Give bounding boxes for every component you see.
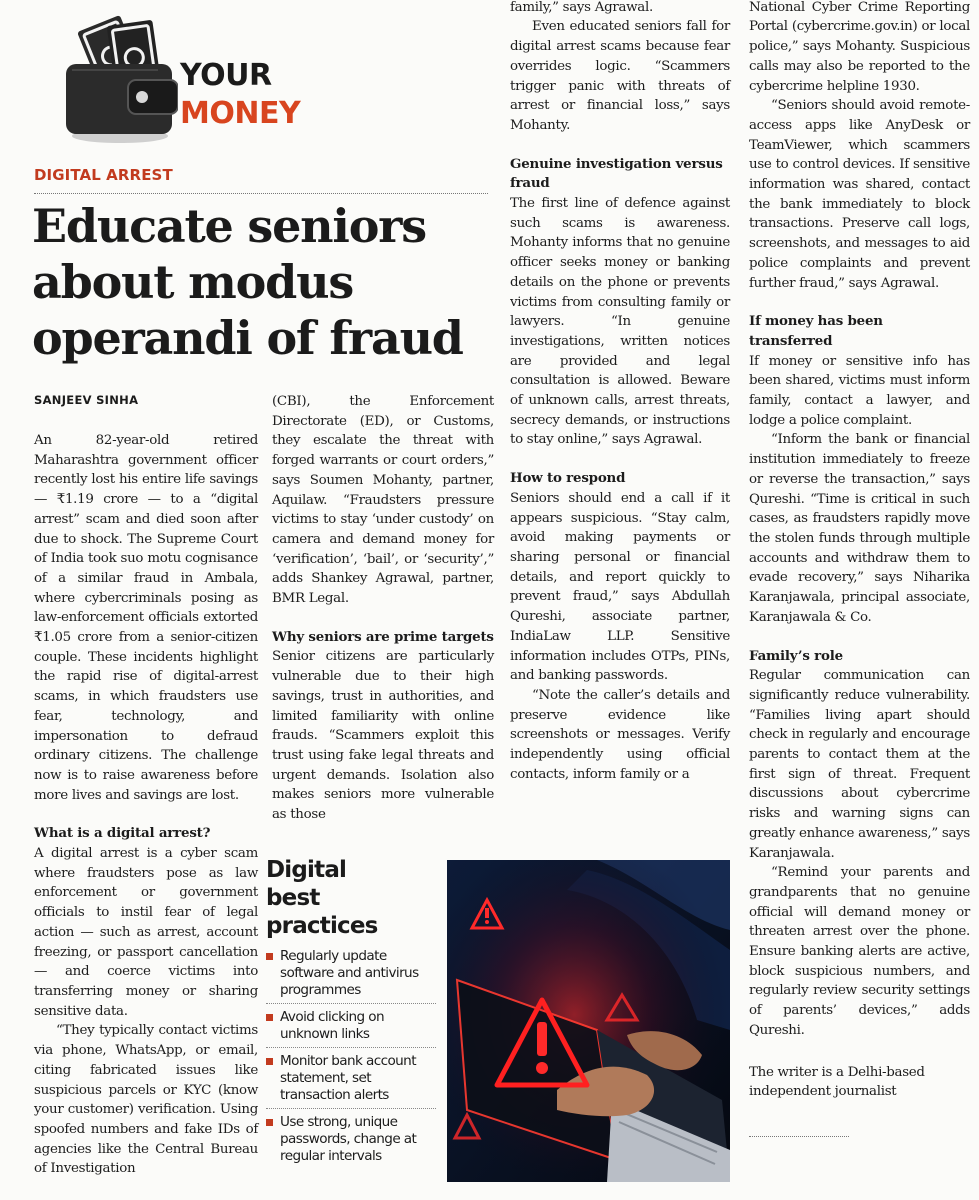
section-brand-your: YOUR — [180, 58, 272, 93]
subhead: Genuine investigation versus fraud — [510, 155, 723, 192]
best-practices-box — [266, 856, 436, 1178]
paragraph: A digital arrest is a cyber scam where fraudsters pose as law enforcement or government officials to instil fear of legal action — such as arrest, account freezing, or passport cancellation — and coerce victims into transferring money or sharing sensitive data. — [34, 846, 258, 1019]
list-item: Monitor bank account statement, set transaction alerts — [266, 1053, 436, 1109]
paragraph: “They typically contact victims via phone, WhatsApp, or email, citing fabricated issues like suspicious parcels or KYC (know your customer) verification. Using spoofed numbers and fake IDs of agencies like the Central Bureau of Investigation — [34, 1023, 258, 1177]
paragraph: If money or sensitive info has been shared, victims must inform family, contact a lawyer, and lodge a police complaint. — [749, 353, 970, 428]
byline: SANJEEV SINHA — [34, 393, 139, 407]
paragraph: Senior citizens are particularly vulnerable due to their high savings, trust in authorities, and limited familiarity with online frauds. “Scammers exploit this trust using fake legal threats and urgent demands. Isolation also makes seniors more vulnerable as those — [272, 649, 494, 823]
box-title — [266, 856, 436, 940]
subhead: How to respond — [510, 470, 626, 487]
subhead: What is a digital arrest? — [34, 825, 211, 842]
list-item: Avoid clicking on unknown links — [266, 1009, 436, 1048]
box-title-line: Digital — [266, 857, 347, 883]
paragraph: Seniors should end a call if it appears suspicious. “Stay calm, avoid making payments or sharing personal or financial details, and report quickly to prevent fraud,” says Abdullah Qureshi, associate partner, IndiaLaw LLP. Sensitive information includes OTPs, PINs, and banking passwords. — [510, 490, 730, 684]
paragraph: “Remind your parents and grandparents that no genuine official will demand money or threaten arrest over the phone. Ensure banking alerts are active, block suspicious numbers, and regularly review security settings of parents’ devices,” adds Qureshi. — [749, 865, 970, 1038]
list-item: Use strong, unique passwords, change at regular intervals — [266, 1114, 436, 1169]
paragraph: (CBI), the Enforcement Directorate (ED), or Customs, they escalate the threat with forged warrants or court orders,” says Soumen Mohanty, partner, Aquilaw. “Fraudsters pressure victims to stay ‘under custody’ on camera and demand money for ‘verification’, ‘bail’, or ‘security’,” adds Shankey Agrawal, partner, BMR Legal. — [272, 394, 494, 607]
paragraph: “Note the caller’s details and preserve evidence like screenshots or messages. Verify independently using official contacts, inform family or a — [510, 687, 730, 782]
subhead: Why seniors are prime targets — [272, 628, 494, 645]
article-column-3-frame — [510, 0, 732, 845]
subhead: Family’s role — [749, 647, 843, 664]
paragraph: Even educated seniors fall for digital arrest scams because fear overrides logic. “Scammers trigger panic with threats of arrest or financial loss,” says Mohanty. — [510, 19, 730, 133]
paragraph: National Cyber Crime Reporting Portal (cybercrime.gov.in) or local police,” says Mohanty. Suspicious calls may also be reported to the cybercrime helpline 1930. — [749, 0, 970, 94]
cyber-scam-photo — [447, 860, 730, 1182]
paragraph: “Seniors should avoid remote-access apps like AnyDesk or TeamViewer, which scammers use to control devices. If sensitive information was shared, contact the bank immediately to block transactions. Preserve call logs, screenshots, and messages to aid police complaints and prevent further fraud,” says Agrawal. — [749, 98, 970, 291]
divider — [749, 1136, 849, 1137]
paragraph: The first line of defence against such scams is awareness. Mohanty informs that no genuine officer seeks money or banking details on the phone or prevents victims from consulting family or lawyers. “In genuine investigations, written notices are provided and legal consultation is allowed. Beware of unknown calls, arrest threats, secrecy demands, or instructions to stay online,” says Agrawal. — [510, 196, 730, 448]
headline-line: about modus — [32, 255, 354, 309]
headline-line: operandi of fraud — [32, 311, 463, 365]
article-column-1 — [34, 431, 258, 1179]
box-title-line: best practices — [266, 885, 378, 939]
paragraph: family,” says Agrawal. — [510, 0, 653, 15]
writer-note: The writer is a Delhi-based independent journalist — [749, 1064, 925, 1100]
section-brand-money: MONEY — [180, 96, 301, 131]
paragraph: “Inform the bank or financial institution immediately to freeze or reverse the transaction,” says Qureshi. “Time is critical in such cases, as fraudsters rapidly move the stolen funds through multiple accounts and withdraw them to evade recovery,” says Niharika Karanjawala, principal associate, Karanjawala & Co. — [749, 432, 970, 625]
paragraph: Regular communication can significantly reduce vulnerability. “Families living apart should check in regularly and encourage parents to contact them at the first sign of threat. Frequent discussions about cybercrime risks and warning signs can greatly enhance awareness,” says Karanjawala. — [749, 668, 970, 861]
list-item: Regularly update software and antivirus programmes — [266, 948, 436, 1004]
kicker: DIGITAL ARREST — [34, 166, 173, 184]
article-column-4-frame — [749, 0, 971, 1200]
headline-line: Educate seniors — [32, 199, 426, 253]
subhead: If money has been transferred — [749, 313, 883, 349]
headline — [32, 198, 492, 366]
wallet-icon — [58, 8, 178, 150]
tips-list — [266, 948, 436, 1169]
paragraph: An 82-year-old retired Maharashtra government officer recently lost his entire life savings — ₹1.19 crore — to a “digital arrest” scam and died soon after due to shock. The Supreme Court of India took suo motu cognisance of a similar fraud in Ambala, where cybercriminals posing as law-enforcement officials extorted ₹1.05 crore from a senior-citizen couple. These incidents highlight the rapid rise of digital-arrest scams, in which fraudsters use fear, technology, and impersonation to defraud ordinary citizens. The challenge now is to raise awareness before more lives and savings are lost. — [34, 433, 258, 803]
article-column-4 — [749, 0, 970, 1102]
article-column-3 — [510, 0, 730, 784]
article-column-2 — [272, 392, 494, 825]
divider — [34, 193, 488, 194]
